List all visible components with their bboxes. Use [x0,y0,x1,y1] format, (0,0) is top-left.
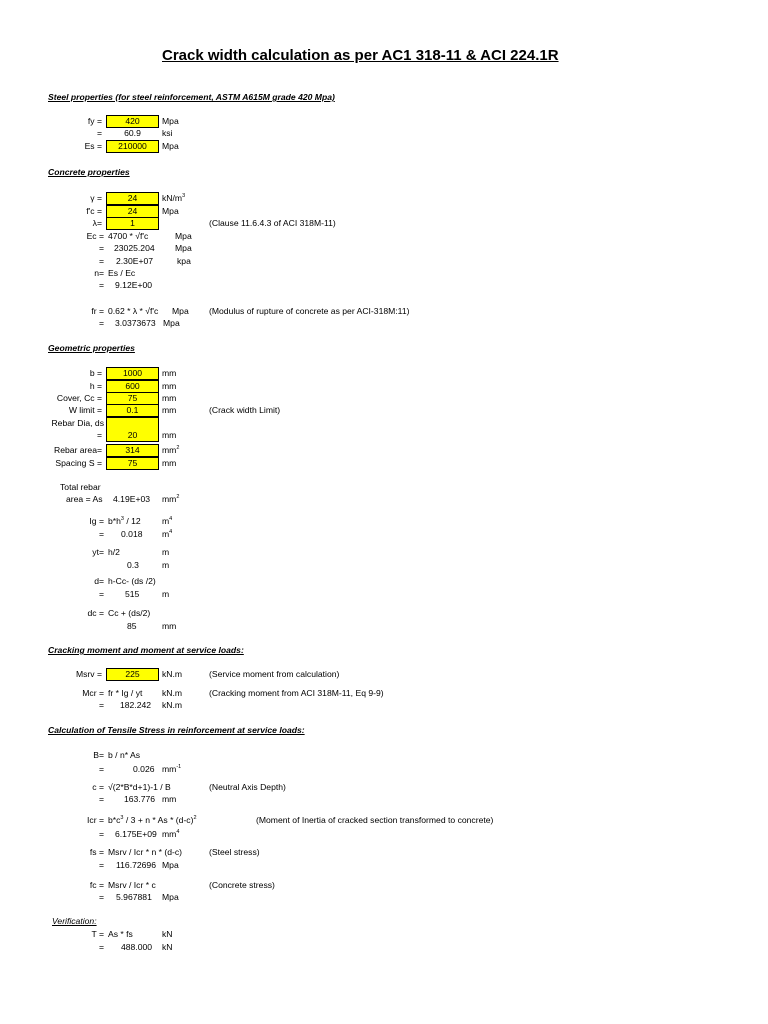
cover-unit: mm [162,393,177,403]
ig-label: Ig = [89,516,104,526]
fc-unit: Mpa [162,892,179,902]
ec-eq1: = [98,243,104,253]
d-eq: = [98,589,104,599]
fc-note: (Concrete stress) [209,880,275,890]
msrv-unit: kN.m [162,669,183,679]
fy-input-cell[interactable]: 420 [106,115,159,128]
total-rebar-value: 4.19E+03 [113,494,151,504]
mcr-label: Mcr = [82,688,104,698]
T-eq: = [98,942,104,952]
spacing-input-cell[interactable]: 75 [106,457,159,470]
ec-value1: 23025.204 [114,243,155,253]
mcr-note: (Cracking moment from ACI 318M-11, Eq 9-9) [209,688,384,698]
rebar-area-unit: $mm^2$ [162,445,180,455]
B-unit: $mm^{-1}$ [162,764,182,774]
fs-eq: = [98,860,104,870]
n-eq: = [98,280,104,290]
steel-section-heading: Steel properties (for steel reinforcement, ASTM A615M grade 420 Mpa) [48,92,335,102]
dc-unit: mm [162,621,177,631]
fs-note: (Steel stress) [209,847,260,857]
n-formula: Es / Ec [108,268,136,278]
yt-value: 0.3 [127,560,139,570]
yt-value-unit: m [162,560,170,570]
mcr-formula: fr * Ig / yt [108,688,143,698]
total-rebar-unit: $mm^2$ [162,494,180,504]
rebar-area-label: Rebar area= [53,445,102,455]
icr-note: (Moment of Inertia of cracked section transformed to concrete) [256,815,494,825]
cover-input-cell[interactable]: 75 [106,392,159,405]
fc-formula: Msrv / Icr * c [108,880,156,890]
geometry-section-heading: Geometric properties [48,343,135,353]
w-limit-input-cell[interactable]: 0.1 [106,404,159,417]
gamma-unit: $kN/m^3$ [162,193,186,203]
msrv-note: (Service moment from calculation) [209,669,340,679]
n-label: n= [94,268,104,278]
fr-label: fr = [91,306,104,316]
ig-value-unit: $m^4$ [162,529,173,539]
cover-label: Cover, Cc = [56,393,102,403]
ksi-eq: = [96,128,102,138]
d-formula: h-Cc- (ds /2) [108,576,156,586]
T-unit: kN [162,929,173,939]
ksi-value: 60.9 [124,128,141,138]
fs-value: 116.72696 [116,860,156,870]
total-rebar-label-line1: Total rebar [60,482,101,492]
d-label: d= [94,576,104,586]
msrv-input-cell[interactable]: 225 [106,668,159,681]
fc-input-cell[interactable]: 24 [106,205,159,218]
b-input-cell[interactable]: 1000 [106,367,159,380]
yt-formula: h/2 [108,547,120,557]
ec-label: Ec = [86,231,104,241]
lambda-label: λ= [92,218,102,228]
rebar-dia-input-cell[interactable] [106,417,159,442]
moment-section-heading: Cracking moment and moment at service loads: [48,645,244,655]
ig-eq: = [98,529,104,539]
B-value: 0.026 [133,764,155,774]
lambda-note: (Clause 11.6.4.3 of ACI 318M-11) [209,218,336,228]
mcr-value-unit: kN.m [162,700,183,710]
gamma-input-cell[interactable]: 24 [106,192,159,205]
fc-label: fc = [89,880,104,890]
fs-unit: Mpa [162,860,179,870]
mcr-eq: = [98,700,104,710]
lambda-input-cell[interactable]: 1 [106,217,159,230]
ig-value: 0.018 [121,529,143,539]
fr-value: 3.0373673 [115,318,156,328]
rebar-area-input-cell[interactable]: 314 [106,444,159,457]
verification-heading: Verification: [52,916,97,926]
B-formula: b / n* As [108,750,141,760]
ec-unit2: kpa [177,256,191,266]
ec-unit: Mpa [175,231,192,241]
ec-eq2: = [98,256,104,266]
c-formula: √(2*B*d+1)-1 / B [108,782,171,792]
fr-note: (Modulus of rupture of concrete as per ACI-318M:11) [209,306,410,316]
ec-unit1: Mpa [175,243,192,253]
icr-value: 6.175E+09 [115,829,157,839]
fs-formula: Msrv / Icr * n * (d-c) [108,847,183,857]
msrv-label: Msrv = [75,669,102,679]
mcr-value: 182.242 [120,700,152,710]
h-input-cell[interactable]: 600 [106,380,159,393]
fc-eq: = [98,892,104,902]
dc-label: dc = [87,608,104,618]
total-rebar-label-line2: area = As [66,494,103,504]
rebar-dia-label: Rebar Dia, ds [51,418,104,428]
fr-value-unit: Mpa [163,318,180,328]
rebar-dia-value: 20 [127,430,138,440]
T-formula: As * fs [108,929,133,939]
dc-formula: Cc + (ds/2) [108,608,151,618]
es-unit: Mpa [162,141,179,151]
yt-unit: m [162,547,170,557]
rebar-dia-unit: mm [162,430,177,440]
ig-formula: $b*h^3 / 12$ [108,516,141,526]
c-label: c = [92,782,104,792]
c-unit: mm [162,794,177,804]
c-eq: = [98,794,104,804]
page-title: Crack width calculation as per AC1 318-11 & ACI 224.1R [162,47,559,64]
spacing-unit: mm [162,458,177,468]
es-label: Es = [84,141,102,151]
c-note: (Neutral Axis Depth) [209,782,286,792]
fc-prop-label: f'c = [86,206,102,216]
B-eq: = [98,764,104,774]
rebar-dia-eq: = [96,430,102,440]
n-value: 9.12E+00 [115,280,153,290]
h-label: h = [89,381,102,391]
b-label: b = [89,368,102,378]
w-limit-label: W limit = [68,405,102,415]
b-unit: mm [162,368,177,378]
tensile-section-heading: Calculation of Tensile Stress in reinforcement at service loads: [48,725,305,735]
fc-value: 5.967881 [116,892,152,902]
c-value: 163.776 [124,794,156,804]
d-value: 515 [125,589,140,599]
fr-unit: Mpa [172,306,189,316]
fc-prop-unit: Mpa [162,206,179,216]
ksi-unit: ksi [162,128,173,138]
T-label: T = [91,929,104,939]
icr-unit: $mm^4$ [162,829,180,839]
concrete-section-heading: Concrete properties [48,167,130,177]
fy-unit: Mpa [162,116,179,126]
yt-label: yt= [92,547,104,557]
fy-label: fy = [87,116,102,126]
ec-value2: 2.30E+07 [116,256,154,266]
mcr-unit: kN.m [162,688,183,698]
ec-formula: 4700 * √f'c [108,231,149,241]
icr-eq: = [98,829,104,839]
fr-formula: 0.62 * λ * √f'c [108,306,159,316]
icr-label: Icr = [87,815,104,825]
fr-eq: = [98,318,104,328]
dc-value: 85 [127,621,137,631]
w-limit-note: (Crack width Limit) [209,405,281,415]
T-value-unit: kN [162,942,173,952]
B-label: B= [93,750,104,760]
icr-formula: $b*c^3 / 3 + n * As * (d-c)^2$ [108,815,197,825]
h-unit: mm [162,381,177,391]
ig-unit: $m^4$ [162,516,173,526]
d-unit: m [162,589,170,599]
w-limit-unit: mm [162,405,177,415]
T-value: 488.000 [121,942,153,952]
gamma-label: γ = [90,193,102,203]
fs-label: fs = [89,847,104,857]
spacing-label: Spacing S = [55,458,102,468]
es-input-cell[interactable]: 210000 [106,140,159,153]
